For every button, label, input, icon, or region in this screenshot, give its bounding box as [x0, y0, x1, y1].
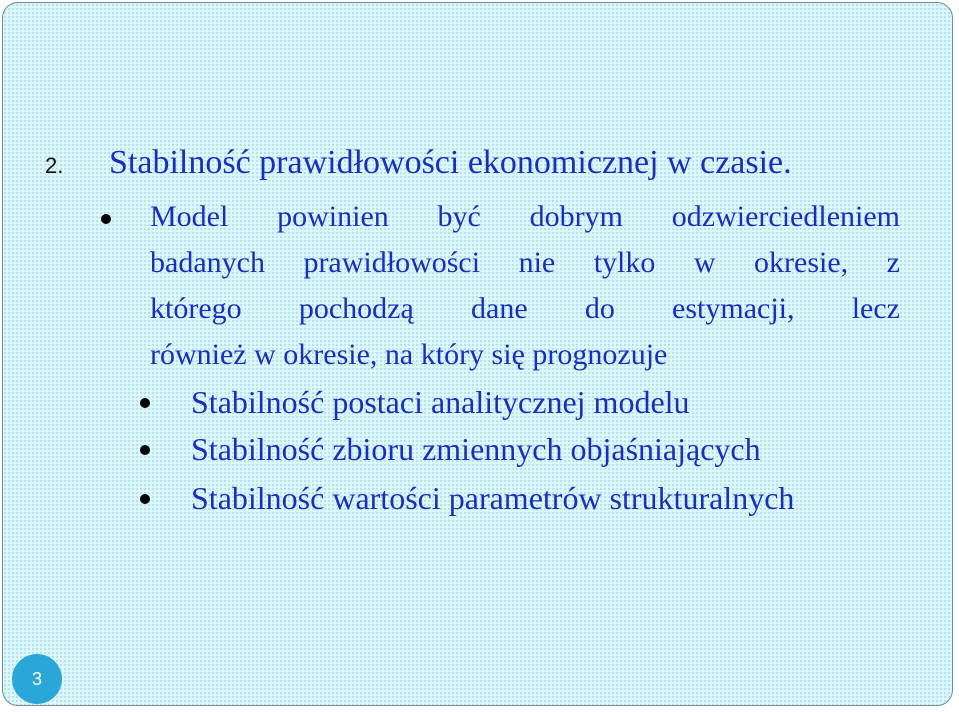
sub-bullet-icon [140, 494, 150, 504]
slide-heading [45, 143, 792, 186]
heading-number: 2. [45, 153, 64, 178]
main-bullet-line: którego pochodzą dane do estymacji, lecz [150, 292, 900, 325]
main-bullet-line: również w okresie, na który się prognozuje [150, 338, 668, 371]
main-bullet-line: badanych prawidłowości nie tylko w okresie, z [150, 246, 900, 279]
main-bullet-line: Model powinien być dobrym odzwierciedleniem [150, 200, 900, 233]
sub-bullet-item: Stabilność postaci analitycznej modelu [191, 384, 690, 420]
bullet-icon [101, 214, 111, 224]
page-number-badge: 3 [12, 654, 62, 704]
sub-bullet-icon [140, 445, 150, 455]
sub-bullet-item: Stabilność wartości parametrów strukturalnych [191, 480, 795, 516]
main-bullet-text [150, 194, 900, 378]
slide [2, 2, 953, 706]
sub-bullet-icon [140, 398, 150, 408]
heading-text: Stabilność prawidłowości ekonomicznej w czasie. [109, 144, 792, 181]
sub-bullet-item: Stabilność zbioru zmiennych objaśniających [191, 431, 761, 467]
